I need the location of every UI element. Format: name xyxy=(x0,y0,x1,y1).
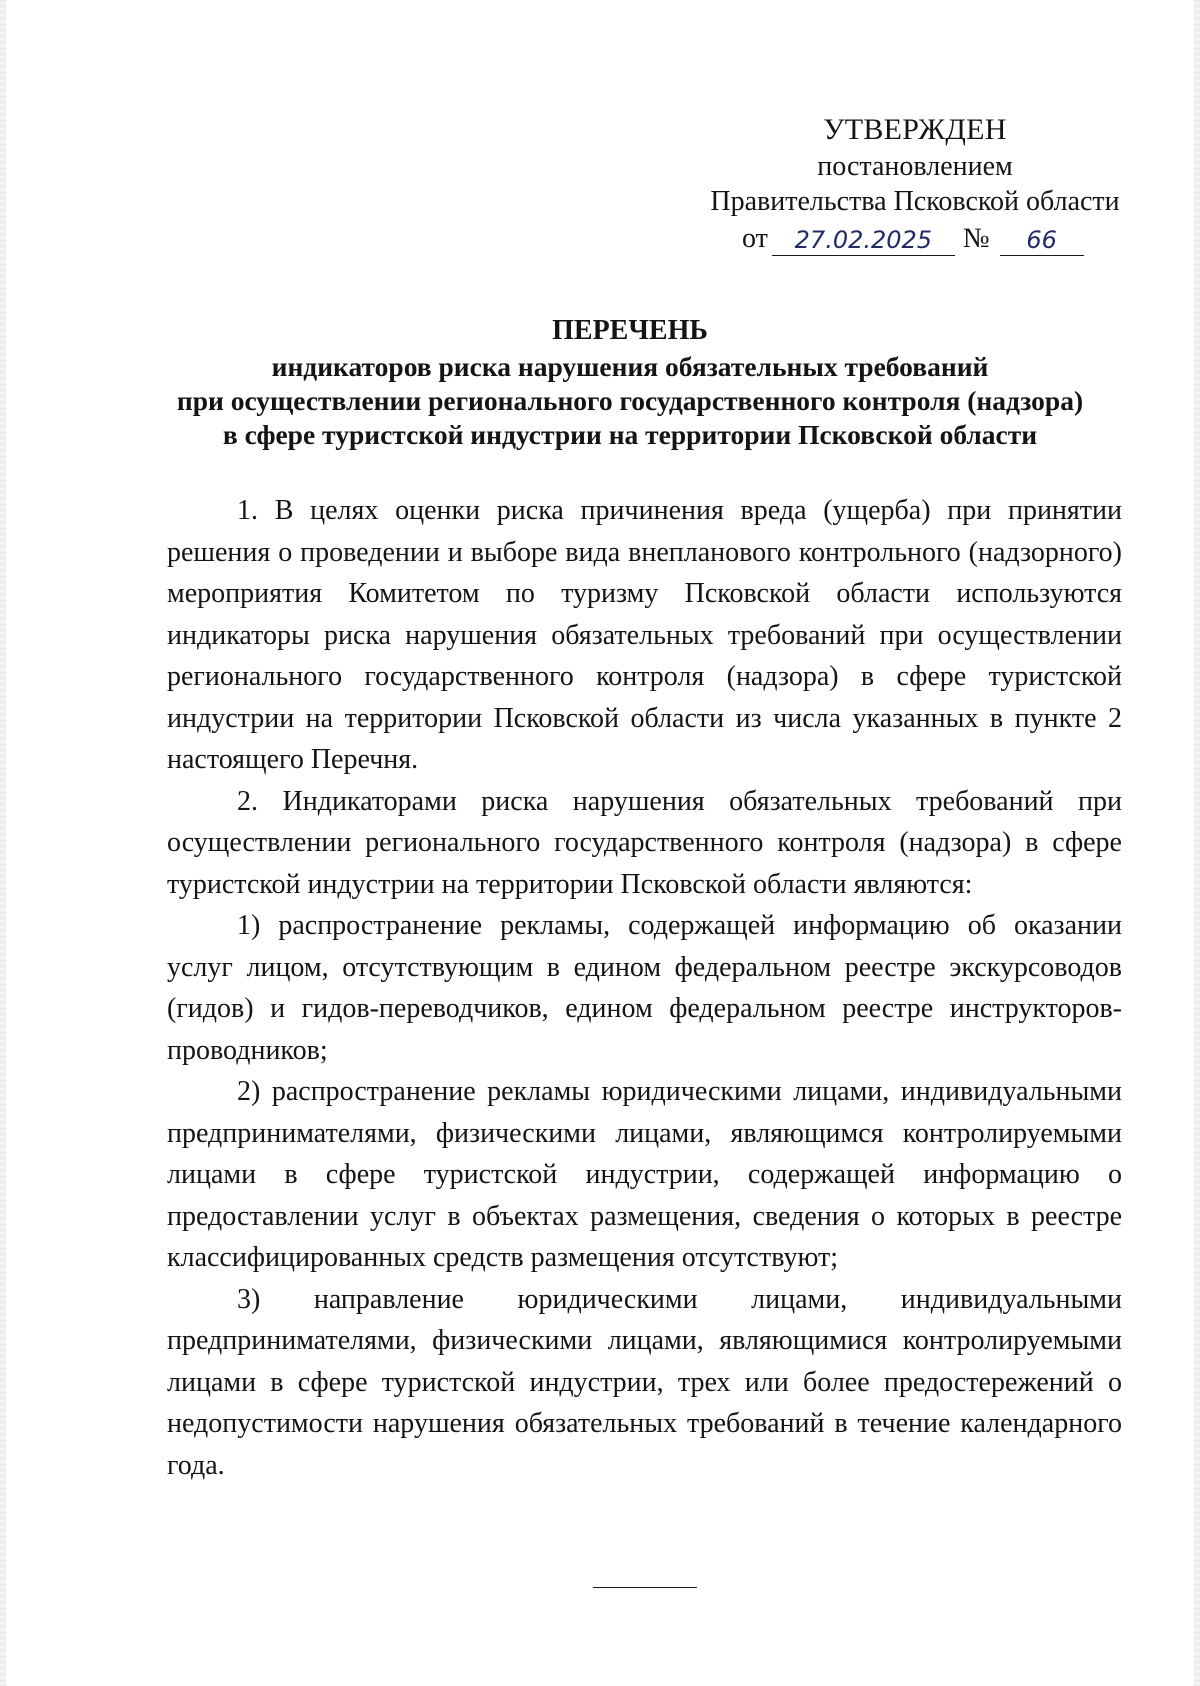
document-title xyxy=(120,314,1140,452)
list-item-2: 2) распространение рекламы юридическими лицами, индивидуальными предпринимателями, физическими лицами, являющимся контролируемыми лицами в сфере туристской индустрии, содержащей информацию о предоставлении услуг в объектах размещения, сведения о которых в реестре классифицированных средств размещения отсутствуют; xyxy=(167,1076,1122,1273)
title-main: ПЕРЕЧЕНЬ xyxy=(552,315,708,346)
title-line-1: индикаторов риска нарушения обязательных требований xyxy=(271,351,989,382)
paragraph-2: 2. Индикаторами риска нарушения обязательных требований при осуществлении регионального государственного контроля (надзора) в сфере туристской индустрии на территории Псковской области являются: xyxy=(167,785,1122,900)
approval-by-decree: постановлением xyxy=(817,151,1013,182)
handwritten-number: 66 xyxy=(1000,225,1084,256)
list-item-1: 1) распространение рекламы, содержащей информацию об оказании услуг лицом, отсутствующим в едином федеральном реестре экскурсоводов (гидов) и гидов-переводчиков, едином федеральном реестре инструкторов-проводников; xyxy=(167,910,1122,1066)
scan-edge-left xyxy=(0,0,6,1686)
list-item-3: 3) направление юридическими лицами, индивидуальными предпринимателями, физическими лицами, являющимися контролируемыми лицами в сфере туристской индустрии, трех или более предостережений о недопустимости нарушения обязательных требований в течение календарного года. xyxy=(167,1283,1122,1481)
approval-government: Правительства Псковской области xyxy=(710,186,1120,217)
approval-block xyxy=(700,112,1130,256)
title-line-2: при осуществлении регионального государственного контроля (надзора) xyxy=(176,385,1084,416)
handwritten-date: 27.02.2025 xyxy=(772,225,955,256)
number-prefix: № xyxy=(962,223,990,254)
end-divider xyxy=(593,1587,697,1588)
approval-date-line xyxy=(700,221,1130,256)
date-prefix: от xyxy=(742,223,768,254)
approval-heading: УТВЕРЖДЕН xyxy=(823,113,1007,146)
scan-edge-right xyxy=(1194,0,1200,1686)
document-body xyxy=(167,490,1122,1486)
paragraph-1: 1. В целях оценки риска причинения вреда (ущерба) при принятии решения о проведении и выборе вида внепланового контрольного (надзорного) мероприятия Комитетом по туризму Псковской области используются индикаторы риска нарушения обязательных требований при осуществлении регионального государственного контроля (надзора) в сфере туристской индустрии на территории Псковской области из числа указанных в пункте 2 настоящего Перечня. xyxy=(167,495,1122,775)
title-line-3: в сфере туристской индустрии на территории Псковской области xyxy=(222,419,1038,450)
